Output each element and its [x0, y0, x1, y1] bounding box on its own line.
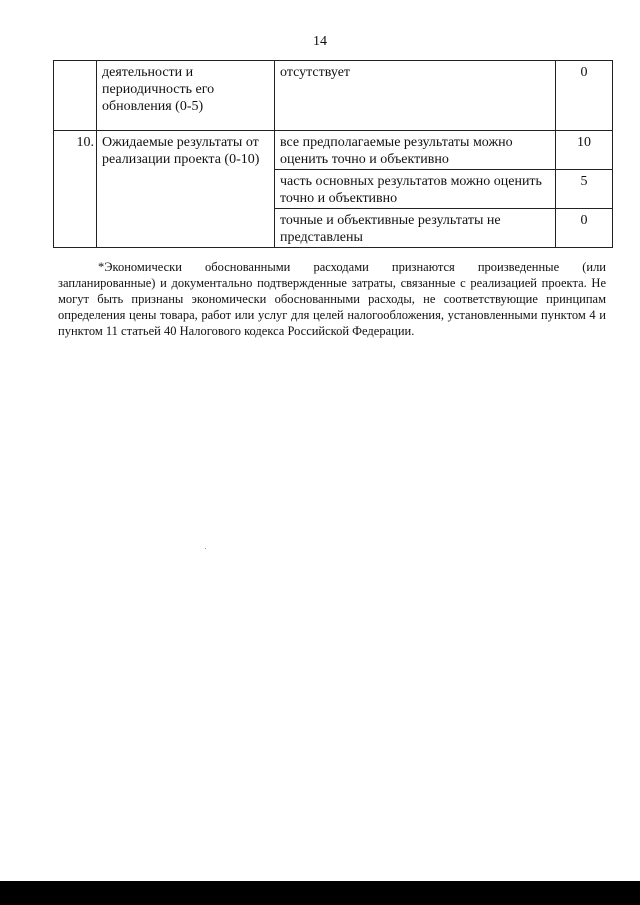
scan-speck [205, 548, 206, 549]
option-text-cell: отсутствует [275, 61, 556, 131]
table-row [54, 131, 613, 170]
option-text-cell: точные и объективные результаты не представлены [275, 209, 556, 248]
option-text-cell: часть основных результатов можно оценить точно и объективно [275, 170, 556, 209]
criteria-table [53, 60, 613, 248]
criterion-cell: Ожидаемые результаты от реализации проекта (0-10) [97, 131, 275, 248]
option-score-cell: 10 [556, 131, 613, 170]
row-number-cell: 10. [54, 131, 97, 248]
page-number: 14 [313, 34, 327, 49]
table-row [54, 61, 613, 131]
option-text-cell: все предполагаемые результаты можно оценить точно и объективно [275, 131, 556, 170]
criterion-cell: деятельности и периодичность его обновления (0-5) [97, 61, 275, 131]
option-score-cell: 0 [556, 209, 613, 248]
option-score-cell: 5 [556, 170, 613, 209]
scan-bottom-edge [0, 881, 640, 905]
row-number-cell [54, 61, 97, 131]
footnote: *Экономически обоснованными расходами признаются произведенные (или запланированные) и документально подтвержденные затраты, связанные с реализацией проекта. Не могут быть признаны экономически обоснованными расходы, не соответствующие принципам определения цены товара, работ или услуг для целей налогообложения, установленными пунктом 4 и пунктом 11 статьей 40 Налогового кодекса Российской Федерации. [58, 260, 606, 338]
option-score-cell: 0 [556, 61, 613, 131]
